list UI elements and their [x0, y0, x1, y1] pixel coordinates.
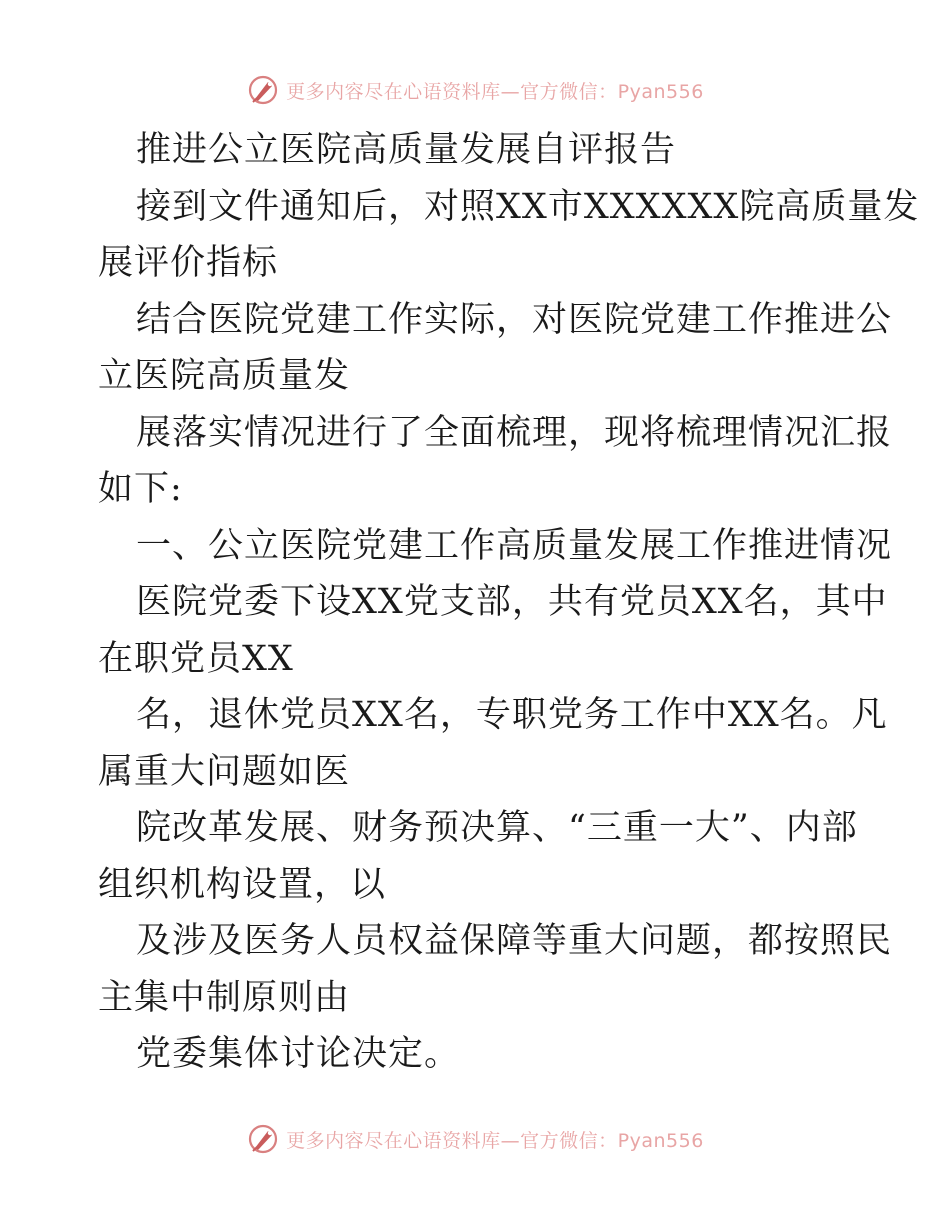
- pen-nib-icon: [246, 1122, 280, 1156]
- doc-line: 党委集体讨论决定。: [136, 1034, 461, 1074]
- doc-line: 院改革发展、财务预决算、“三重一大”、内部: [136, 808, 858, 848]
- doc-line: 结合医院党建工作实际，对医院党建工作推进公: [136, 299, 893, 340]
- doc-line: 如下:: [98, 469, 183, 509]
- banner-text: 更多内容尽在心语资料库—官方微信：Pyan556: [286, 80, 704, 103]
- doc-line: 医院党委下设XX党支部，共有党员XX名，其中: [136, 582, 888, 622]
- doc-line: 及涉及医务人员权益保障等重大问题，都按照民: [136, 921, 893, 961]
- doc-line: 组织机构设置，以: [98, 864, 387, 905]
- banner-text: 更多内容尽在心语资料库—官方微信：Pyan556: [286, 1129, 704, 1152]
- doc-line: 属重大问题如医: [98, 751, 351, 792]
- doc-line: 在职党员XX: [98, 638, 294, 679]
- doc-line: 一、公立医院党建工作高质量发展工作推进情况: [136, 525, 893, 566]
- pen-nib-icon: [246, 73, 280, 107]
- header-banner: [0, 70, 950, 110]
- doc-line: 立医院高质量发: [98, 356, 351, 396]
- doc-line: 推进公立医院高质量发展自评报告: [136, 130, 677, 170]
- doc-line: 展评价指标: [98, 243, 279, 283]
- footer-banner: [0, 1119, 950, 1159]
- doc-line: 名，退休党员XX名，专职党务工作中XX名。凡: [136, 695, 888, 735]
- doc-line: 接到文件通知后，对照XX市XXXXXX院高质量发: [136, 186, 920, 227]
- doc-line: 展落实情况进行了全面梳理，现将梳理情况汇报: [136, 412, 893, 453]
- document-body: [98, 122, 920, 1083]
- doc-line: 主集中制原则由: [98, 977, 351, 1018]
